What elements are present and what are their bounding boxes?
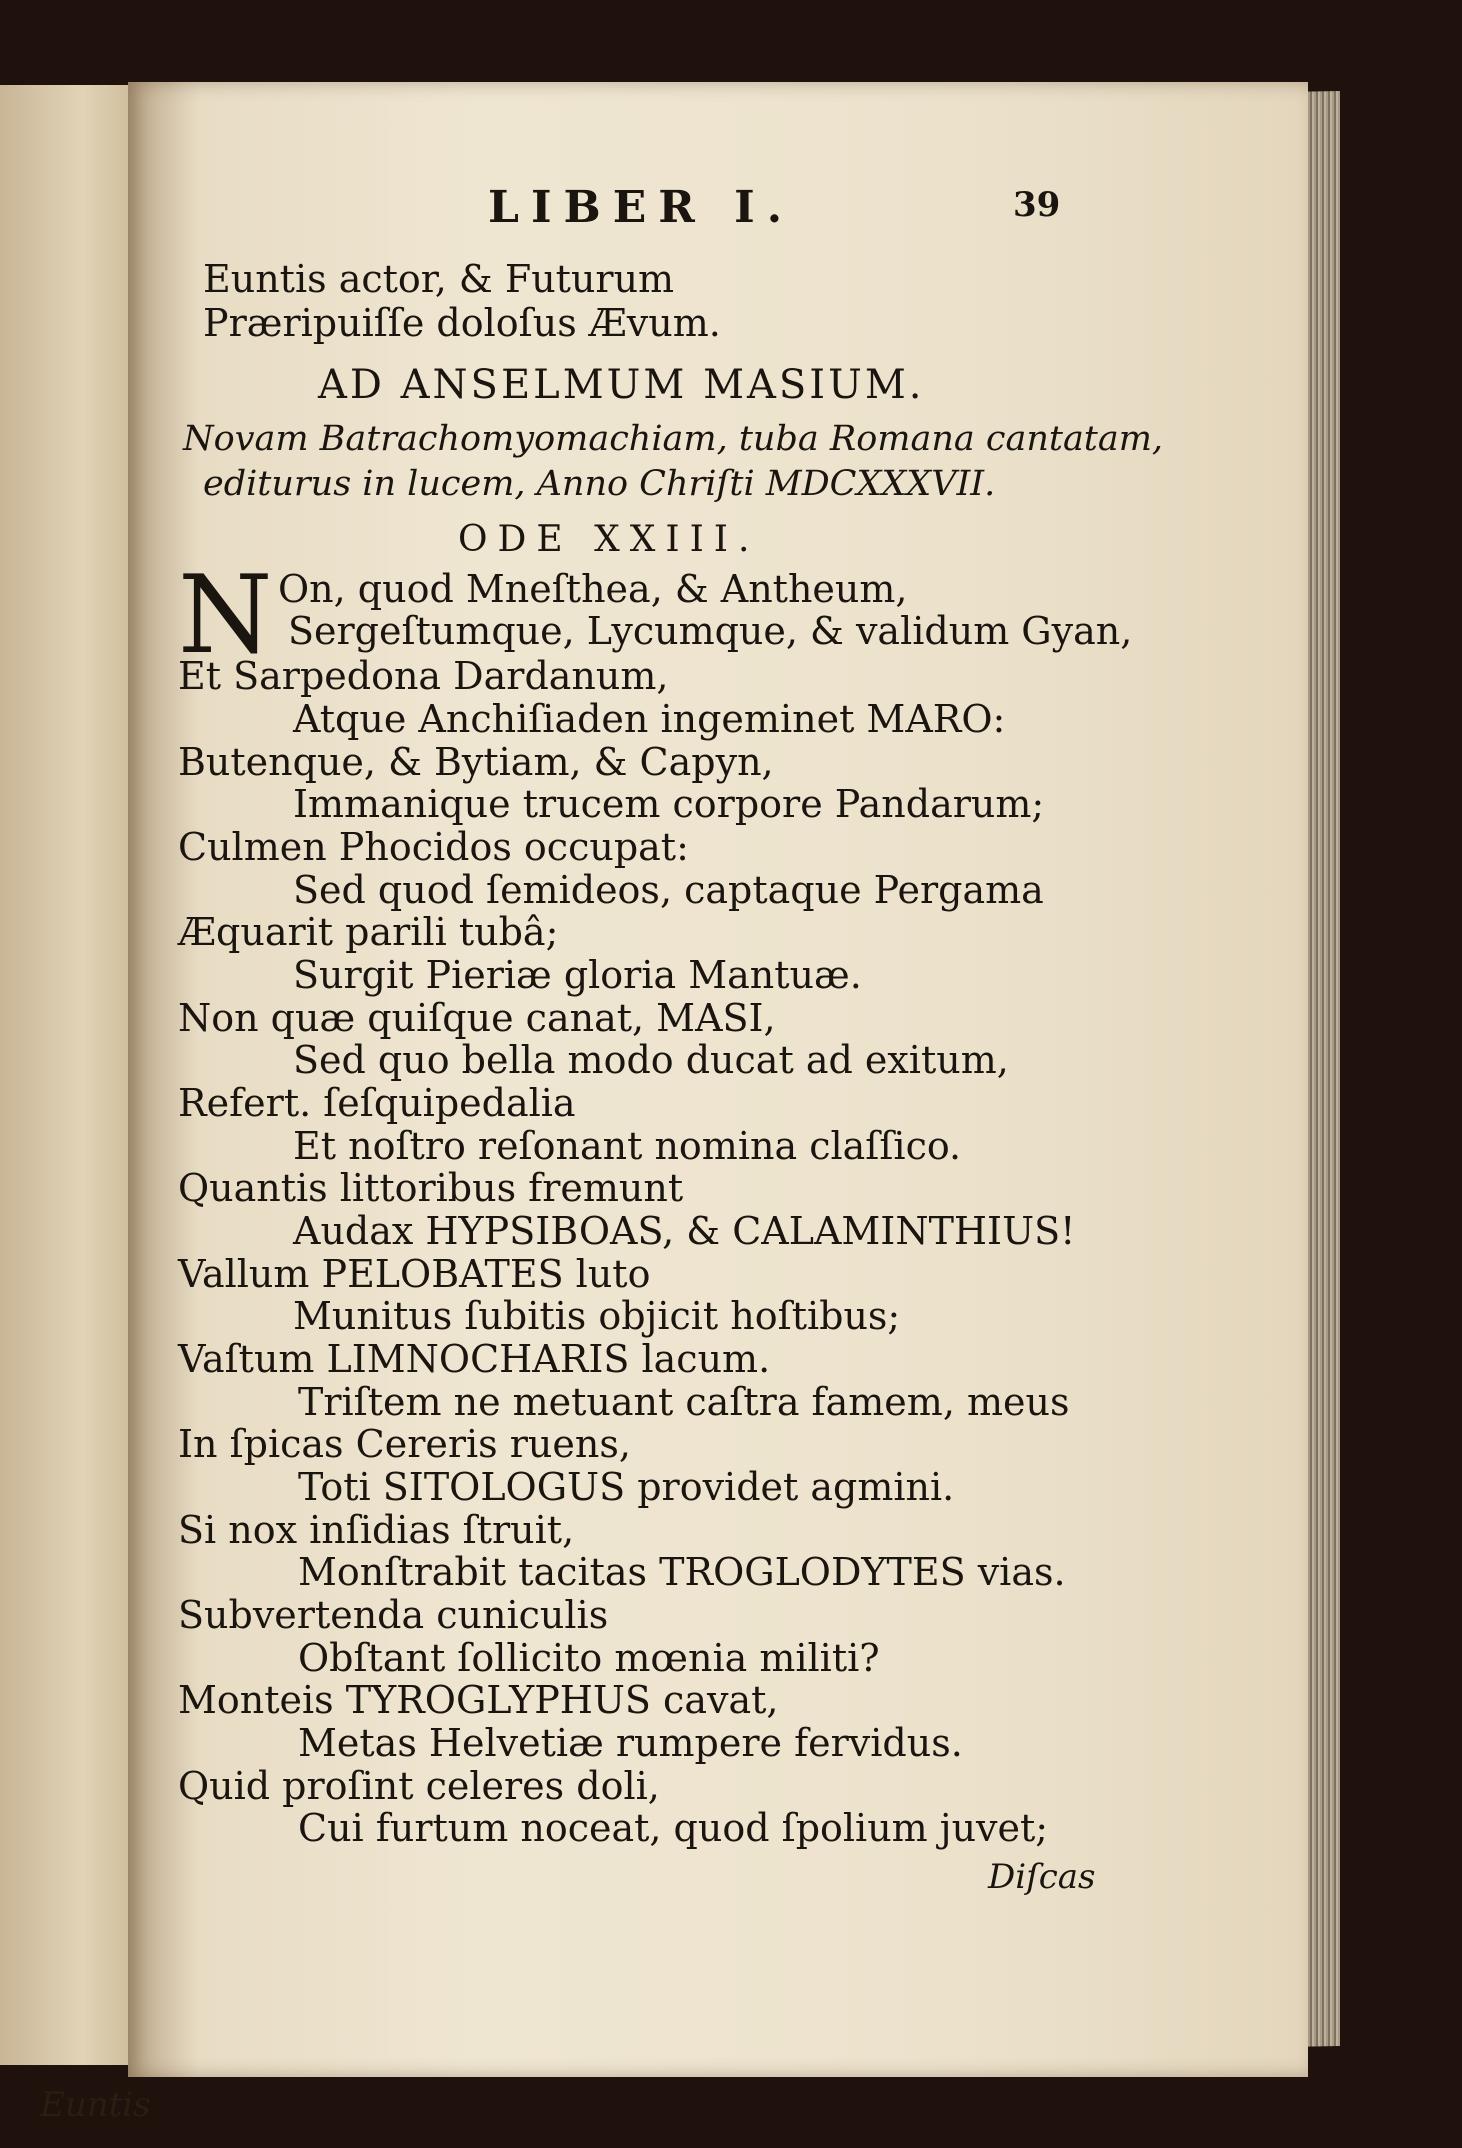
poem-line: Metas Helvetiæ rumpere fervidus. <box>298 1721 963 1765</box>
running-title: LIBER I. <box>488 182 795 233</box>
ode-title: ODE XXIII. <box>458 519 760 560</box>
poem-line: Quid proſint celeres doli, <box>178 1764 660 1808</box>
poem-line: Sed quod ſemideos, captaque Pergama <box>293 868 1044 912</box>
subheading-line-2: editurus in lucem, Anno Chriſti MDCXXXVII. <box>203 464 996 504</box>
right-page <box>128 82 1308 2077</box>
poem-line: Butenque, & Bytiam, & Capyn, <box>178 740 774 784</box>
page-text <box>128 82 1308 2077</box>
poem-line: Monteis TYROGLYPHUS cavat, <box>178 1678 779 1722</box>
poem-line: On, quod Mneſthea, & Antheum, <box>278 567 908 611</box>
poem-line: Culmen Phocidos occupat: <box>178 825 689 869</box>
poem-line: Munitus ſubitis objicit hoſtibus; <box>293 1294 901 1338</box>
page-number: 39 <box>1013 185 1061 225</box>
poem-heading: AD ANSELMUM MASIUM. <box>318 362 925 408</box>
poem-line: Surgit Pieriæ gloria Mantuæ. <box>293 953 862 997</box>
poem-line: Cui furtum noceat, quod ſpolium juvet; <box>298 1806 1049 1850</box>
continued-line-1: Euntis actor, & Futurum <box>203 257 675 301</box>
poem-line: Quantis littoribus fremunt <box>178 1166 684 1210</box>
poem-line: Si nox inſidias ſtruit, <box>178 1508 575 1552</box>
poem-line: Toti SITOLOGUS providet agmini. <box>298 1465 955 1509</box>
poem-line: Sergeſtumque, Lycumque, & validum Gyan, <box>288 609 1133 653</box>
poem-line: Atque Anchiſiaden ingeminet MARO: <box>293 697 1006 741</box>
poem-line: Monſtrabit tacitas TROGLODYTES vias. <box>298 1550 1066 1594</box>
poem-line: Obſtant ſollicito mœnia militi? <box>298 1636 880 1680</box>
poem-line: Audax HYPSIBOAS, & CALAMINTHIUS! <box>293 1209 1076 1253</box>
poem-line: Subvertenda cuniculis <box>178 1593 609 1637</box>
poem-line: Et noſtro reſonant nomina claſſico. <box>293 1124 962 1168</box>
poem-line: Refert. ſeſquipedalia <box>178 1081 576 1125</box>
drop-cap: N <box>178 553 273 678</box>
poem-line: Sed quo bella modo ducat ad exitum, <box>293 1038 1009 1082</box>
subheading-line-1: Novam Batrachomyomachiam, tuba Romana cantatam, <box>183 419 1164 459</box>
continued-line-2: Præripuiſſe doloſus Ævum. <box>203 301 721 345</box>
poem-line: Vallum PELOBATES luto <box>178 1252 651 1296</box>
poem-line: Non quæ quiſque canat, MASI, <box>178 996 776 1040</box>
poem-line: Æquarit parili tubâ; <box>178 910 559 954</box>
poem-line: In ſpicas Cereris ruens, <box>178 1422 631 1466</box>
left-page-catchword: Euntis <box>40 2085 151 2125</box>
poem-line: Immanique trucem corpore Pandarum; <box>293 782 1045 826</box>
poem-line: Triſtem ne metuant caſtra famem, meus <box>298 1380 1070 1424</box>
catchword: Diſcas <box>988 1857 1096 1897</box>
poem-line: Et Sarpedona Dardanum, <box>178 654 669 698</box>
poem-line: Vaſtum LIMNOCHARIS lacum. <box>178 1337 771 1381</box>
